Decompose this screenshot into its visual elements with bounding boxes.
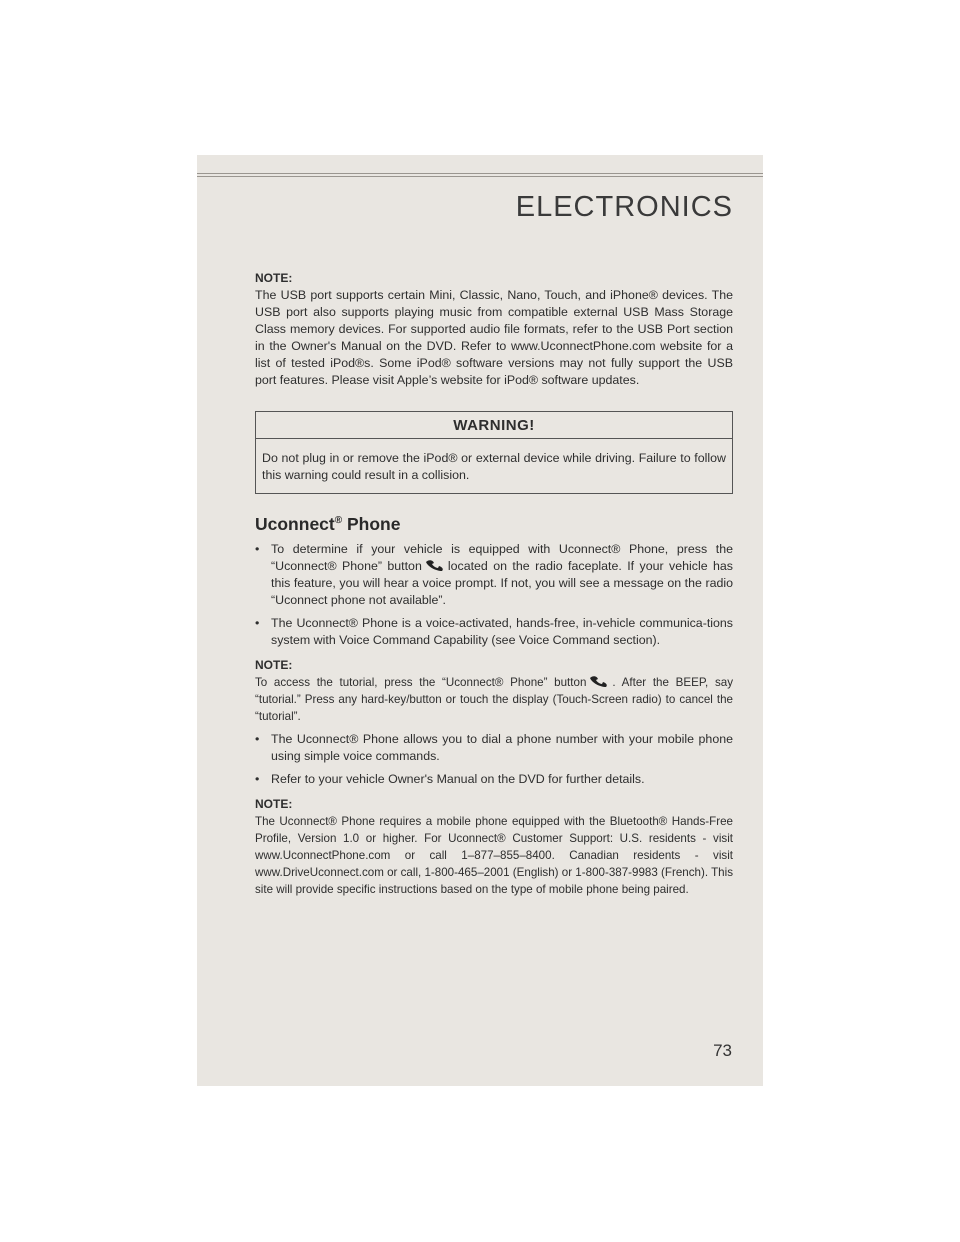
bullet-text: Refer to your vehicle Owner's Manual on the DVD for further details. xyxy=(271,771,645,786)
phone-handset-icon xyxy=(588,675,610,687)
section-title: ELECTRONICS xyxy=(515,191,733,223)
manual-page xyxy=(197,155,763,1086)
phone-handset-icon xyxy=(424,559,446,571)
bullet-dot: • xyxy=(255,731,260,746)
page-content xyxy=(255,270,733,898)
header-rule xyxy=(197,173,763,177)
note-text-usb: The USB port supports certain Mini, Classic, Nano, Touch, and iPhone® devices. The USB port also supports playing music from compatible external USB Mass Storage Class memory devices. For supported audio file formats, refer to the USB Port section in the Owner's Manual on the DVD. Refer to www.UconnectPhone.com website for a list of tested iPod®s. Some iPod® software versions may not fully support the USB port features. Please visit Apple’s website for iPod® software updates. xyxy=(255,288,733,387)
list-item xyxy=(255,771,733,788)
heading-reg: ® xyxy=(334,515,343,526)
warning-box xyxy=(255,411,733,494)
section-heading xyxy=(255,512,733,533)
bullet-text: The Uconnect® Phone allows you to dial a phone number with your mobile phone using simple voice commands. xyxy=(271,731,733,763)
note-label: NOTE: xyxy=(255,796,293,811)
bullet-dot: • xyxy=(255,615,260,630)
heading-main: Uconnect xyxy=(255,513,335,534)
bullet-text: To determine if your vehicle is equipped with Uconnect® Phone, press the “Uconnect® Phone” button xyxy=(271,541,733,573)
note-label: NOTE: xyxy=(255,271,293,285)
note-text-support: The Uconnect® Phone requires a mobile phone equipped with the Bluetooth® Hands-Free Profile, Version 1.0 or higher. For Uconnect® Customer Support: U.S. residents - visit www.UconnectPhone.com or call 1–877–855–8400. Canadian residents - visit www.DriveUconnect.com or call, 1-800-465–2001 (English) or 1-800-387-9983 (French). This site will provide specific instructions based on the type of mobile phone being paired. xyxy=(255,814,733,896)
list-item xyxy=(255,731,733,765)
bullet-text-cont: located on the radio faceplate. If your vehicle has this feature, you will hear a voice prompt. If not, you will see a message on the radio “Uconnect phone not available”. xyxy=(271,558,733,607)
note-label: NOTE: xyxy=(255,657,293,672)
page-number: 73 xyxy=(713,1041,732,1060)
bullet-text: The Uconnect® Phone is a voice-activated, hands-free, in-vehicle communica-tions system with Voice Command Capability (see Voice Command section). xyxy=(271,615,733,647)
bullet-dot: • xyxy=(255,541,260,556)
warning-title: WARNING! xyxy=(256,412,732,439)
list-item xyxy=(255,615,733,649)
bullet-dot: • xyxy=(255,771,260,786)
list-item xyxy=(255,541,733,609)
warning-text: Do not plug in or remove the iPod® or external device while driving. Failure to follow this warning could result in a collision. xyxy=(262,451,726,482)
note-text-tutorial: To access the tutorial, press the “Uconnect® Phone” button . After the BEEP, say “tutorial.” Press any hard-key/button or touch the display (Touch-Screen radio) to cancel the “tutorial”. xyxy=(255,675,733,723)
heading-tail: Phone xyxy=(342,513,401,534)
